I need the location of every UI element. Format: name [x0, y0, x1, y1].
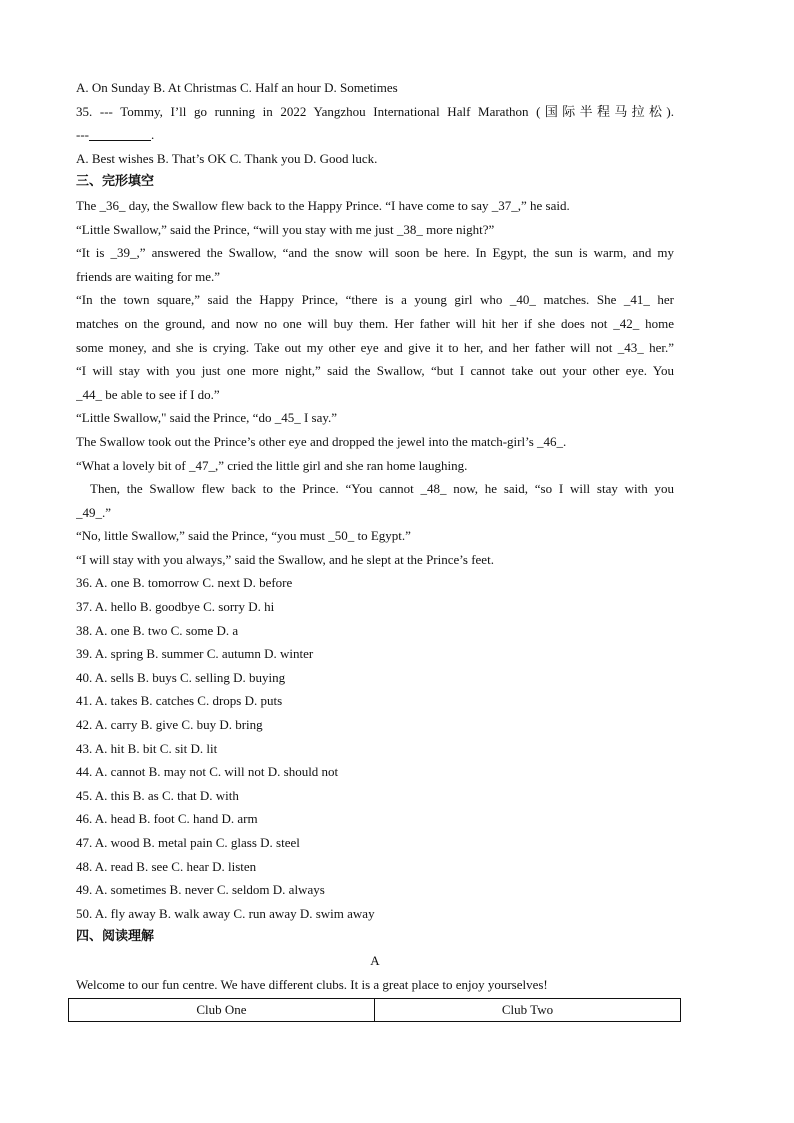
- passage-line: Then, the Swallow flew back to the Prince. “You cannot _48_ now, he said, “so I will stay with you: [90, 481, 674, 497]
- passage-line: “I will stay with you just one more night,” said the Swallow, “but I cannot take out your other eye. You: [76, 363, 674, 379]
- q35-question: 35. --- Tommy, I’ll go running in 2022 Yangzhou International Half Marathon (国际半程马拉松).: [76, 103, 674, 119]
- q35-reply-suffix: .: [151, 127, 155, 143]
- passage-line: friends are waiting for me.”: [76, 268, 221, 284]
- reading-intro: Welcome to our fun centre. We have different clubs. It is a great place to enjoy yourselves!: [76, 976, 548, 992]
- section-3-title: 三、完形填空: [76, 174, 155, 190]
- passage-line: The Swallow took out the Prince’s other eye and dropped the jewel into the match-girl’s _46_.: [76, 433, 567, 449]
- passage-line: _49_.”: [76, 504, 112, 520]
- q34-options: A. On Sunday B. At Christmas C. Half an hour D. Sometimes: [76, 80, 398, 95]
- clubs-table-header-row: [69, 999, 681, 1022]
- section-4-title: 四、阅读理解: [76, 929, 155, 945]
- q35-reply: [76, 123, 674, 147]
- cloze-option-37: 37. A. hello B. goodbye C. sorry D. hi: [76, 599, 275, 615]
- passage-line: matches on the ground, and now no one will buy them. Her father will hit her if she does not _42_ home: [76, 315, 674, 331]
- passage-line: “Little Swallow,” said the Prince, “will you stay with me just _38_ more night?”: [76, 221, 495, 237]
- cloze-option-45: 45. A. this B. as C. that D. with: [76, 787, 239, 803]
- club-two-header: Club Two: [375, 999, 681, 1022]
- cloze-option-38: 38. A. one B. two C. some D. a: [76, 622, 239, 638]
- passage-line: “In the town square,” said the Happy Prince, “there is a young girl who _40_ matches. She _41_ her: [76, 292, 674, 308]
- reading-passage-label: A: [370, 952, 380, 968]
- cloze-option-47: 47. A. wood B. metal pain C. glass D. steel: [76, 835, 300, 850]
- passage-line: “I will stay with you always,” said the Swallow, and he slept at the Prince’s feet.: [76, 551, 494, 567]
- cloze-option-39: 39. A. spring B. summer C. autumn D. winter: [76, 646, 314, 662]
- cloze-option-43: 43. A. hit B. bit C. sit D. lit: [76, 740, 218, 756]
- cloze-option-36: 36. A. one B. tomorrow C. next D. before: [76, 575, 293, 591]
- passage-line: “It is _39_,” answered the Swallow, “and the snow will soon be here. In Egypt, the sun is warm, and my: [76, 245, 674, 261]
- cloze-option-41: 41. A. takes B. catches C. drops D. puts: [76, 693, 283, 709]
- cloze-option-50: 50. A. fly away B. walk away C. run away D. swim away: [76, 905, 375, 921]
- passage-line: _44_ be able to see if I do.”: [76, 386, 220, 402]
- cloze-option-48: 48. A. read B. see C. hear D. listen: [76, 858, 257, 874]
- passage-line: The _36_ day, the Swallow flew back to the Happy Prince. “I have come to say _37_,” he said.: [76, 197, 570, 213]
- q35-reply-prefix: ---: [76, 127, 89, 143]
- club-one-header: Club One: [69, 999, 375, 1022]
- cloze-option-44: 44. A. cannot B. may not C. will not D. should not: [76, 764, 339, 780]
- q35-options: A. Best wishes B. That’s OK C. Thank you D. Good luck.: [76, 150, 378, 166]
- passage-line: “Little Swallow," said the Prince, “do _45_ I say.”: [76, 410, 338, 426]
- passage-line: “No, little Swallow,” said the Prince, “you must _50_ to Egypt.”: [76, 528, 411, 544]
- cloze-option-40: 40. A. sells B. buys C. selling D. buying: [76, 669, 286, 685]
- passage-line: some money, and she is crying. Take out my other eye and give it to her, and her father will not _43_ her.”: [76, 339, 674, 355]
- cloze-option-42: 42. A. carry B. give C. buy D. bring: [76, 717, 263, 733]
- passage-line: “What a lovely bit of _47_,” cried the little girl and she ran home laughing.: [76, 457, 468, 473]
- cloze-option-49: 49. A. sometimes B. never C. seldom D. always: [76, 882, 325, 898]
- cloze-option-46: 46. A. head B. foot C. hand D. arm: [76, 811, 258, 827]
- q35-answer-blank[interactable]: [89, 126, 151, 141]
- content-column: [76, 76, 674, 996]
- clubs-table: [68, 998, 681, 1022]
